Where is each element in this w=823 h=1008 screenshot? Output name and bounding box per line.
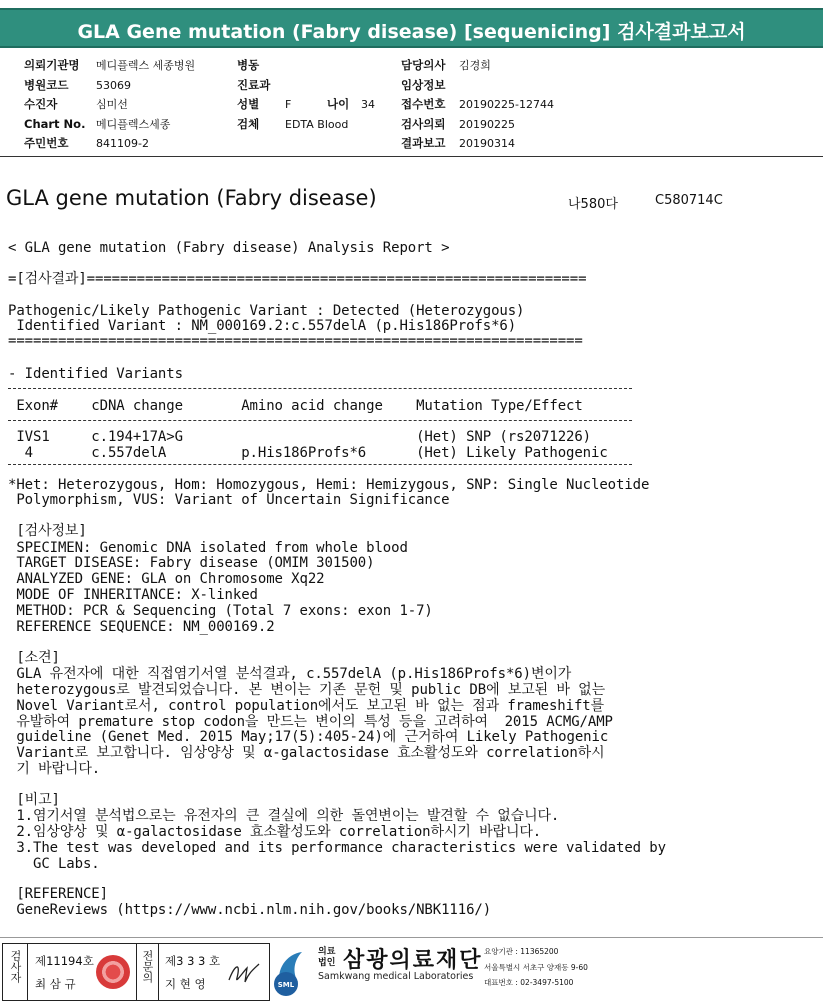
remarks-line: 1.염기서열 분석법으로는 유전자의 큰 결실에 의한 돌연변이는 발견할 수 없습니다. <box>8 808 560 824</box>
sml-logo-text: SML <box>277 981 295 989</box>
table-rule-bottom <box>8 464 632 465</box>
info-label: 진료과 <box>237 77 271 92</box>
findings-line: GLA 유전자에 대한 직접염기서열 분석결과, c.557delA (p.His186Profs*6)변이가 <box>8 666 572 682</box>
section-divider: ===================================================================== <box>8 333 583 349</box>
test-info-line: SPECIMEN: Genomic DNA isolated from whole blood <box>8 540 408 556</box>
info-value: 심미선 <box>96 98 128 111</box>
test-info-line: REFERENCE SEQUENCE: NM_000169.2 <box>8 619 275 635</box>
tester-license: 제11194호 <box>35 954 94 968</box>
age-value: 34 <box>361 98 375 111</box>
table-row: IVS1 c.194+17A>G (Het) SNP (rs2071226) <box>8 429 592 445</box>
abbreviation-note-cont: Polymorphism, VUS: Variant of Uncertain Significance <box>8 492 450 508</box>
remarks-line: GC Labs. <box>8 856 100 872</box>
remarks-line: 2.임상양상 및 α-galactosidase 효소활성도와 correlation하시기 바랍니다. <box>8 824 542 840</box>
findings-line: guideline (Genet Med. 2015 May;17(5):405-24)에 근거하여 Likely Pathogenic <box>8 729 609 745</box>
tester-role: 검사자 <box>9 950 22 983</box>
findings-line: heterozygous로 발견되었습니다. 본 변이는 기존 문헌 및 public DB에 보고된 바 없는 <box>8 682 606 698</box>
test-info-line: MODE OF INHERITANCE: X-linked <box>8 587 258 603</box>
findings-line: Variant로 보고합니다. 임상양상 및 α-galactosidase 효소활성도와 correlation하시 <box>8 745 605 761</box>
report-footer <box>0 937 823 1008</box>
info-label: 임상정보 <box>401 77 446 92</box>
reference-line: GeneReviews (https://www.ncbi.nlm.nih.gov/books/NBK1116/) <box>8 902 492 918</box>
info-label: 주민번호 <box>24 136 69 150</box>
info-value: 메디플렉스세종 <box>96 117 171 131</box>
info-label: 병원코드 <box>24 77 69 92</box>
info-label: 결과보고 <box>401 136 446 150</box>
report-title: GLA gene mutation (Fabry disease) <box>6 186 377 210</box>
info-label: Chart No. <box>24 116 86 131</box>
remarks-line: 3.The test was developed and its performance characteristics were validated by <box>8 840 666 856</box>
org-type-line2: 법인 <box>318 958 336 968</box>
info-column-2 <box>237 56 375 134</box>
table-row: 4 c.557delA p.His186Profs*6 (Het) Likely Pathogenic <box>8 445 608 461</box>
reference-heading: [REFERENCE] <box>8 886 108 902</box>
abbreviation-note: *Het: Heterozygous, Hom: Homozygous, Hemi: Hemizygous, SNP: Single Nucleotide <box>8 477 650 493</box>
signature-icon <box>225 958 263 988</box>
organization-english-name: Samkwang medical Laboratories <box>318 971 474 982</box>
findings-line: Novel Variant로서, control population에서도 보고된 바 없는 점과 frameshift를 <box>8 698 605 714</box>
info-label: 접수번호 <box>401 97 446 111</box>
test-info-line: METHOD: PCR & Sequencing (Total 7 exons: exon 1-7) <box>8 603 433 619</box>
variants-heading: - Identified Variants <box>8 366 183 382</box>
info-column-3 <box>401 56 554 154</box>
info-value: 20190225-12744 <box>459 98 554 111</box>
contact-line: 서울특별시 서초구 양재동 9-60 <box>484 963 588 972</box>
result-summary: Pathogenic/Likely Pathogenic Variant : Detected (Heterozygous) <box>8 303 525 319</box>
tester-role-cell <box>3 944 28 1000</box>
info-value: EDTA Blood <box>285 117 349 131</box>
section-divider-result: =[검사결과]============================================================ <box>8 271 587 287</box>
info-value: 20190225 <box>459 117 515 131</box>
info-label: 검사의뢰 <box>401 116 446 131</box>
org-type-label <box>318 947 335 969</box>
findings-line: 기 바랍니다. <box>8 761 101 777</box>
result-variant: Identified Variant : NM_000169.2:c.557delA (p.His186Profs*6) <box>8 318 517 334</box>
report-banner-title: GLA Gene mutation (Fabry disease) [sequenicing] 검사결과보고서 <box>77 21 746 43</box>
signature-box <box>2 943 270 1001</box>
report-banner <box>0 8 823 48</box>
contact-line: 대표번호 : 02-3497-5100 <box>484 978 574 987</box>
table-rule-mid <box>8 420 632 421</box>
age-label: 나이 <box>327 97 350 111</box>
test-info-heading: [검사정보] <box>8 523 87 539</box>
findings-line: 유발하여 premature stop codon을 만드는 변이의 특성 등을 고려하여 2015 ACMG/AMP <box>8 714 613 730</box>
info-label: 의뢰기관명 <box>24 58 80 72</box>
test-info-line: TARGET DISEASE: Fabry disease (OMIM 301500) <box>8 555 375 571</box>
variants-table-header: Exon# cDNA change Amino acid change Mutation Type/Effect <box>8 398 583 414</box>
doctor-name: 지 현 영 <box>165 977 206 991</box>
info-column-1 <box>24 56 195 154</box>
info-label: 병동 <box>237 58 260 72</box>
patient-info-panel <box>0 52 823 157</box>
report-code-2: C580714C <box>655 193 723 208</box>
test-info-line: ANALYZED GENE: GLA on Chromosome Xq22 <box>8 571 325 587</box>
info-label: 성별 <box>237 97 260 111</box>
info-value: 20190314 <box>459 137 515 150</box>
info-value: 841109-2 <box>96 137 149 150</box>
info-value: 김경희 <box>459 59 491 72</box>
findings-heading: [소견] <box>8 650 60 666</box>
doctor-role-cell <box>136 944 159 1000</box>
doctor-license: 제3 3 3 호 <box>165 954 221 968</box>
org-type-line1: 의료 <box>318 947 336 957</box>
info-label: 담당의사 <box>401 58 446 72</box>
info-label: 수진자 <box>24 97 58 111</box>
info-value: 53069 <box>96 78 131 92</box>
info-value: 메디플렉스 세종병원 <box>96 59 196 72</box>
doctor-role: 전문의 <box>141 950 154 983</box>
organization-name: 삼광의료재단 <box>343 948 483 973</box>
report-code-1: 나580다 <box>568 197 618 212</box>
report-heading: < GLA gene mutation (Fabry disease) Analysis Report > <box>8 240 450 256</box>
info-value: F <box>285 98 292 111</box>
table-rule-top <box>8 388 632 389</box>
remarks-heading: [비고] <box>8 792 60 808</box>
info-label: 검체 <box>237 116 260 131</box>
contact-line: 요양기관 : 11365200 <box>484 947 559 956</box>
tester-name: 최 삼 규 <box>35 977 76 991</box>
official-seal-icon <box>96 955 130 989</box>
